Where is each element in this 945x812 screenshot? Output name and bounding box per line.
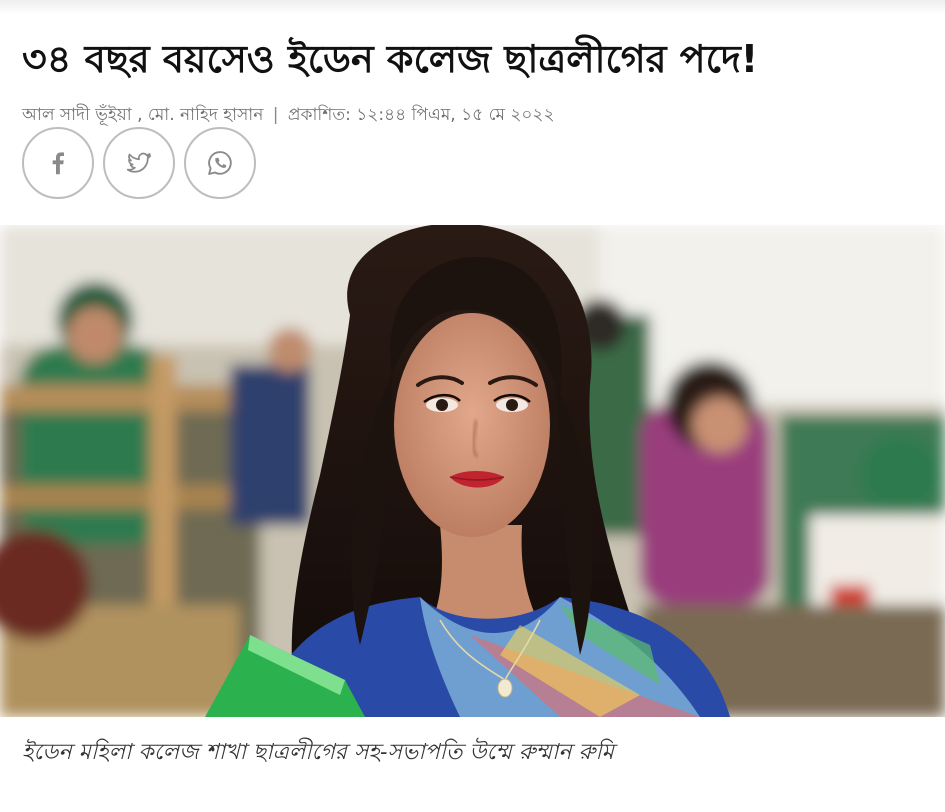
article-headline: ৩৪ বছর বয়সেও ইডেন কলেজ ছাত্রলীগের পদে! [22, 37, 759, 81]
top-divider [0, 0, 945, 14]
facebook-share-button[interactable] [22, 127, 94, 199]
photo-caption: ইডেন মহিলা কলেজ শাখা ছাত্রলীগের সহ-সভাপতি উম্মে রুম্মান রুমি [22, 740, 614, 765]
byline-separator: | [272, 105, 279, 125]
article-byline [22, 102, 555, 130]
whatsapp-share-button[interactable] [184, 127, 256, 199]
whatsapp-icon [205, 148, 235, 178]
author-names[interactable]: আল সাদী ভূঁইয়া , মো. নাহিদ হাসান [22, 105, 264, 125]
twitter-share-button[interactable] [103, 127, 175, 199]
facebook-icon [43, 148, 73, 178]
twitter-icon [124, 148, 154, 178]
article-photo [0, 225, 945, 717]
published-label: প্রকাশিত: [287, 105, 351, 125]
published-time: ১২:৪৪ পিএম, ১৫ মে ২০২২ [356, 105, 555, 125]
share-bar [22, 127, 256, 199]
